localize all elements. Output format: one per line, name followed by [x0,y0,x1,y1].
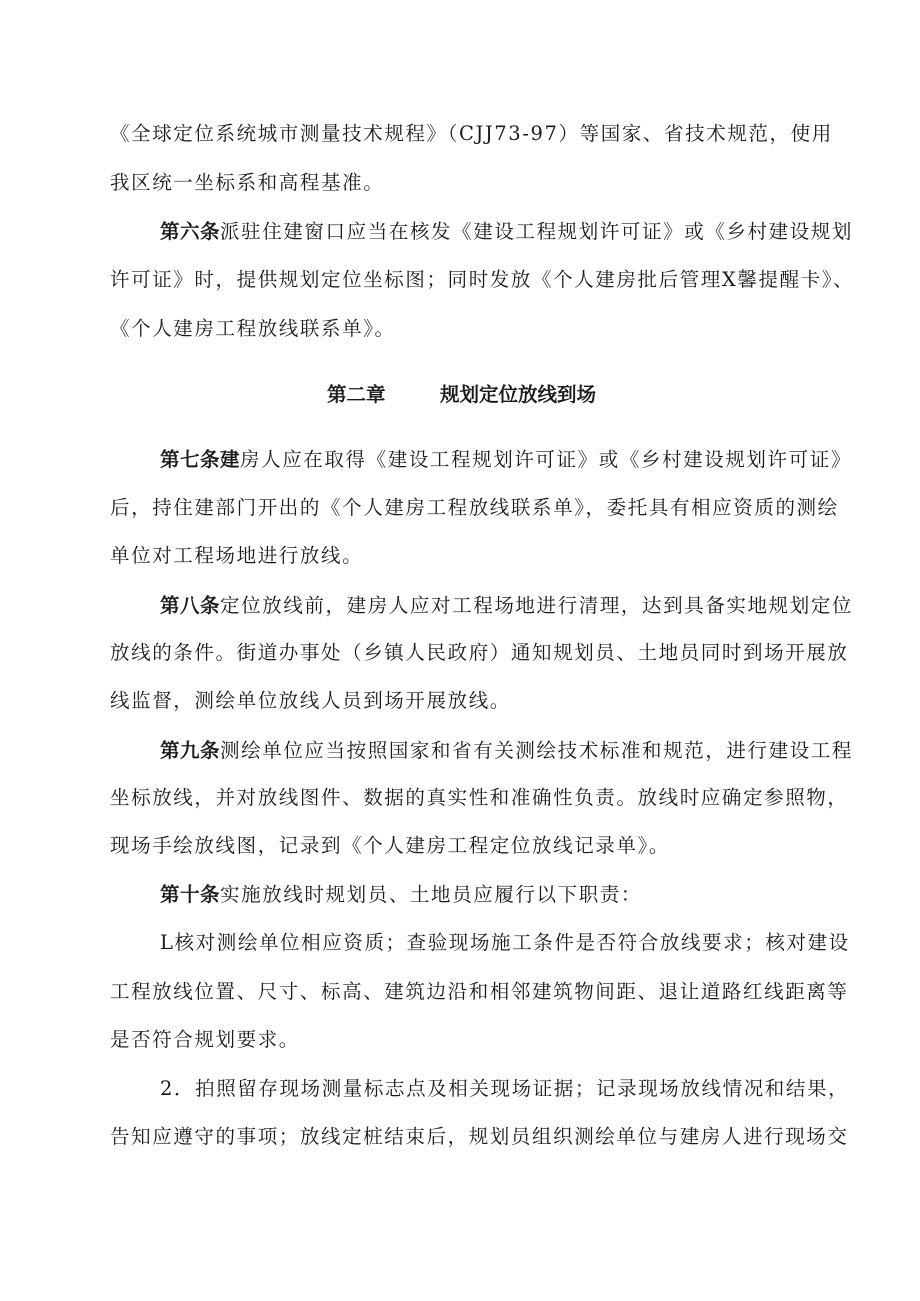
item-1-line-3: 是否符合规划要求。 [110,1028,300,1051]
article-9-line-3: 现场手绘放线图，记录到《个人建房工程定位放线记录单》。 [110,834,670,857]
article-6-label: 第六条 [160,220,221,243]
article-6-line-2: 许可证》时，提供规划定位坐标图；同时发放《个人建房批后管理X馨提醒卡》、 [110,268,855,291]
article-10-line-1 [160,885,830,905]
article-8-line-3: 线监督，测绘单位放线人员到场开展放线。 [110,689,511,712]
article-9-label: 第九条 [160,739,221,762]
article-9-line-1 [160,739,854,762]
article-8-text: 定位放线前，建房人应对工程场地进行清理，达到具备实地规划定位 [220,594,854,617]
article-6-line-1 [160,220,854,243]
article-7-line-1 [160,448,852,471]
paragraph-1-line-1: 《全球定位系统城市测量技术规程》（CJJ73-97）等国家、省技术规范，使用 [110,122,833,145]
article-7-line-3: 单位对工程场地进行放线。 [110,544,364,567]
article-9-text: 测绘单位应当按照国家和省有关测绘技术标准和规范，进行建设工程 [220,739,854,762]
article-6-text: 派驻住建窗口应当在核发《建设工程规划许可证》或《乡村建设规划 [220,220,854,243]
item-2-line-1: 2．拍照留存现场测量标志点及相关现场证据；记录现场放线情况和结果， [160,1077,850,1100]
paragraph-1-line-2: 我区统一坐标系和高程基准。 [110,171,385,194]
chapter-number: 第二章 [327,383,386,406]
article-10-text: 实施放线时规划员、土地员应履行以下职责： [220,883,643,906]
chapter-title: 规划定位放线到场 [440,383,597,406]
article-10-label: 第十条 [160,883,221,906]
article-9-line-2: 坐标放线，并对放线图件、数据的真实性和准确性负责。放线时应确定参照物， [110,786,849,809]
item-1-line-2: 工程放线位置、尺寸、标高、建筑边沿和相邻建筑物间距、退让道路红线距离等 [110,980,849,1003]
article-8-label: 第八条 [160,594,221,617]
article-7-text: 房人应在取得《建设工程规划许可证》或《乡村建设规划许可证》 [240,448,852,471]
item-2-line-2: 告知应遵守的事项；放线定桩结束后，规划员组织测绘单位与建房人进行现场交 [110,1125,849,1148]
chapter-heading [0,385,920,409]
item-1-line-1: L核对测绘单位相应资质；查验现场施工条件是否符合放线要求；核对建设 [160,931,850,954]
article-8-line-2: 放线的条件。街道办事处（乡镇人民政府）通知规划员、土地员同时到场开展放 [110,641,849,664]
article-7-label: 第七条建 [160,448,241,471]
article-7-line-2: 后，持住建部门开出的《个人建房工程放线联系单》，委托具有相应资质的测绘 [110,496,839,519]
article-6-line-3: 《个人建房工程放线联系单》。 [110,317,396,340]
article-8-line-1 [160,594,854,617]
